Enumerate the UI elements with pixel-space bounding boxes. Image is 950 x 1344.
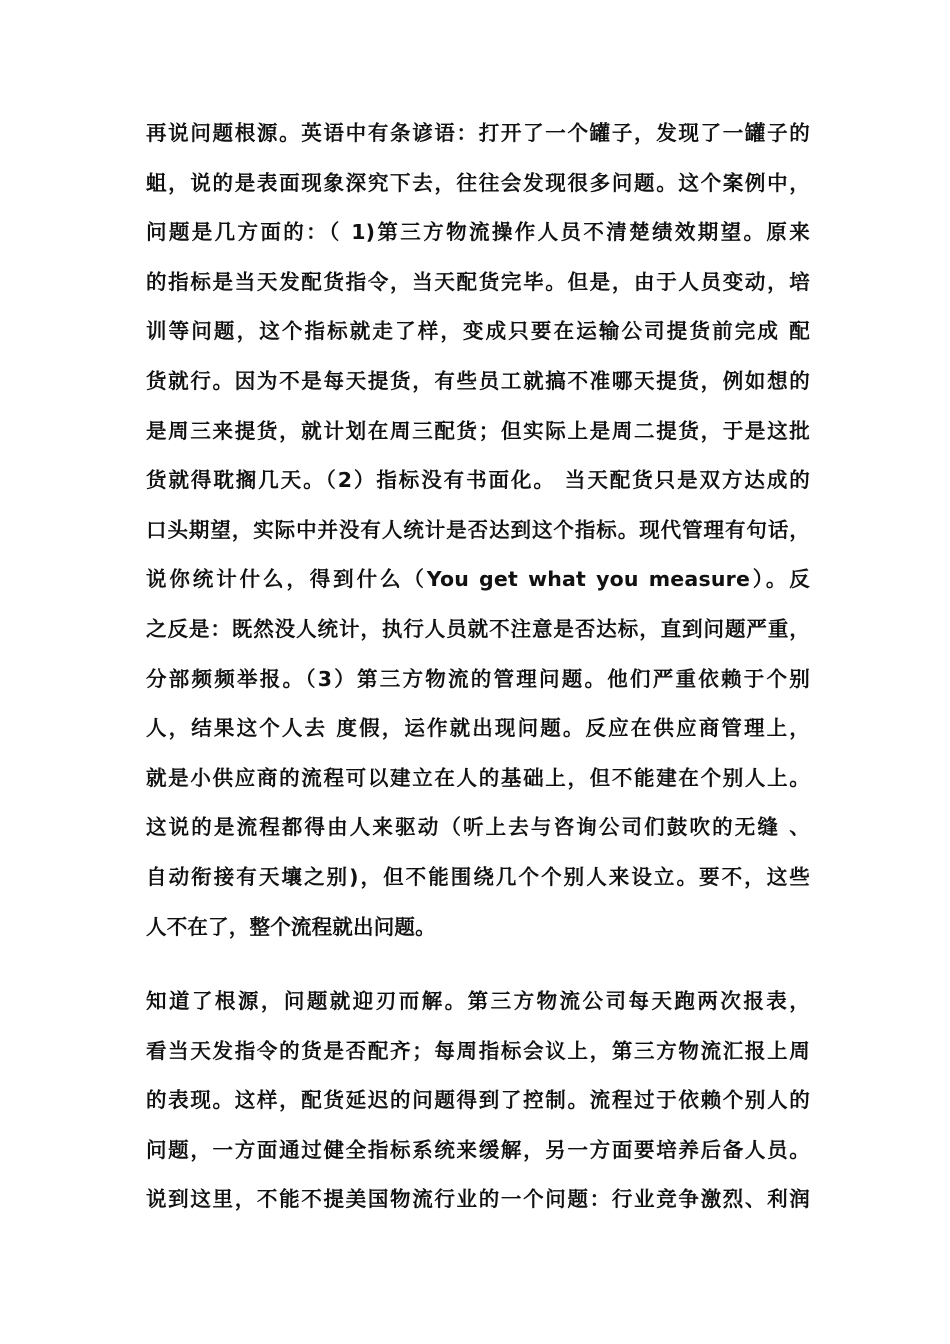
text-line: 货就得耽搁几天。（2）指标没有书面化。 当天配货只是双方达成的 bbox=[146, 468, 810, 493]
text-line: 的表现。这样，配货延迟的问题得到了控制。流程过于依赖个别人的 bbox=[146, 1088, 810, 1113]
text-line: 说到这里，不能不提美国物流行业的一个问题：行业竞争激烈、利润 bbox=[146, 1187, 810, 1212]
text-line: 货就行。因为不是每天提货，有些员工就搞不准哪天提货，例如想的 bbox=[146, 368, 810, 393]
text-line: 分部频频举报。（3）第三方物流的管理问题。他们严重依赖于个别 bbox=[146, 666, 810, 691]
paragraph-solution bbox=[146, 977, 810, 1225]
text-line: 口头期望，实际中并没有人统计是否达到这个指标。现代管理有句话， bbox=[146, 517, 810, 542]
text-line: 就是小供应商的流程可以建立在人的基础上，但不能建在个别人上。 bbox=[146, 765, 810, 790]
text-line: 的指标是当天发配货指令，当天配货完毕。但是，由于人员变动，培 bbox=[146, 269, 810, 294]
text-line-last: 人不在了，整个流程就出问题。 bbox=[146, 914, 436, 939]
text-line: 说你统计什么，得到什么（You get what you measure）。反 bbox=[146, 567, 810, 592]
text-line: 知道了根源，问题就迎刃而解。第三方物流公司每天跑两次报表， bbox=[146, 989, 810, 1013]
text-line: 再说问题根源。英语中有条谚语：打开了一个罐子，发现了一罐子的 bbox=[146, 121, 810, 145]
text-line: 看当天发指令的货是否配齐；每周指标会议上，第三方物流汇报上周 bbox=[146, 1038, 810, 1063]
text-line: 这说的是流程都得由人来驱动（听上去与咨询公司们鼓吹的无缝 、 bbox=[146, 815, 810, 840]
text-line: 人，结果这个人去 度假，运作就出现问题。反应在供应商管理上， bbox=[146, 716, 810, 741]
text-line: 之反是：既然没人统计，执行人员就不注意是否达标，直到问题严重， bbox=[146, 616, 810, 641]
text-line: 问题是几方面的：（ 1)第三方物流操作人员不清楚绩效期望。原来 bbox=[146, 220, 810, 245]
text-line: 问题，一方面通过健全指标系统来缓解，另一方面要培养后备人员。 bbox=[146, 1137, 810, 1162]
text-line: 蛆，说的是表面现象深究下去，往往会发现很多问题。这个案例中， bbox=[146, 170, 810, 195]
text-line: 是周三来提货，就计划在周三配货；但实际上是周二提货，于是这批 bbox=[146, 418, 810, 443]
paragraph-root-causes bbox=[146, 109, 810, 952]
text-line: 训等问题，这个指标就走了样，变成只要在运输公司提货前完成 配 bbox=[146, 319, 810, 344]
text-line: 自动衔接有天壤之别)，但不能围绕几个个别人来设立。要不，这些 bbox=[146, 864, 810, 889]
